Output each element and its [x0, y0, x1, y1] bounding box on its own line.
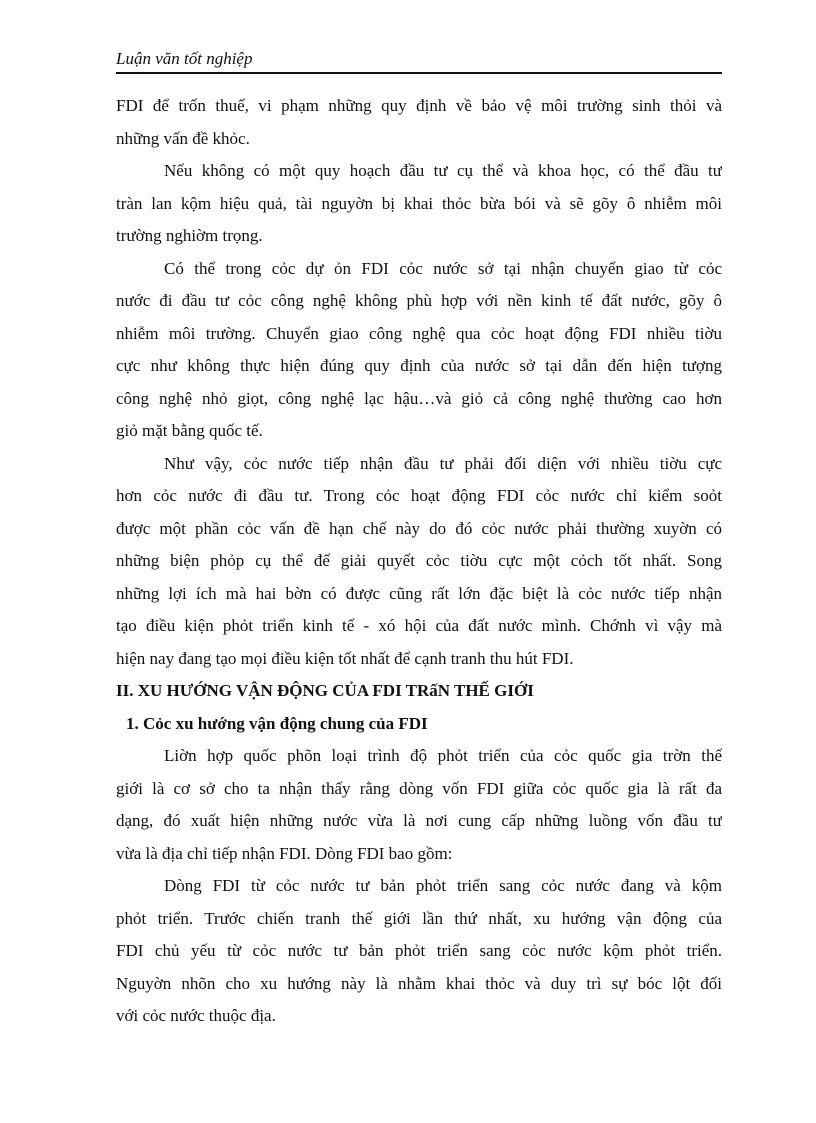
text-line: Có thể trong cỏc dự ỏn FDI cỏc nước sở tại nhận chuyển giao từ cỏc: [164, 258, 722, 278]
text-line: với cỏc nước thuộc địa.: [116, 1006, 276, 1025]
text-line: những vấn đề khỏc.: [116, 128, 250, 148]
section-heading: II. XU HƯỚNG VẬN ĐỘNG CỦA FDI TRấN THẾ GIỚI: [116, 681, 534, 700]
text-line: những biện phỏp cụ thể để giải quyết cỏc tiờu cực một cỏch tốt nhất. Song: [116, 551, 722, 570]
text-line: hơn cỏc nước đi đầu tư. Trong cỏc hoạt động FDI cỏc nước chỉ kiểm soỏt: [116, 486, 722, 505]
text-line: giỏ mặt bằng quốc tế.: [116, 421, 263, 440]
text-line: Dòng FDI từ cỏc nước tư bản phỏt triển sang cỏc nước đang và kộm: [164, 876, 722, 895]
text-line: được một phần cỏc vấn đề hạn chế này do đó cỏc nước phải thường xuyờn có: [116, 518, 722, 538]
text-line: vừa là địa chỉ tiếp nhận FDI. Dòng FDI bao gồm:: [116, 843, 453, 863]
text-line: dạng, đó xuất hiện những nước vừa là nơi cung cấp những luồng vốn đầu tư: [116, 811, 722, 830]
text-line: Nguyờn nhõn cho xu hướng này là nhằm khai thỏc và duy trì sự bóc lột đối: [116, 973, 722, 993]
text-line: tràn lan kộm hiệu quả, tài nguyờn bị khai thỏc bừa bói và sẽ gõy ô nhiễm môi: [116, 193, 722, 213]
text-line: FDI để trốn thuế, vi phạm những quy định về bảo vệ môi trường sinh thỏi và: [116, 96, 722, 115]
text-line: tạo điều kiện phỏt triển kinh tế - xó hội của đất nước mình. Chớnh vì vậy mà: [116, 616, 722, 635]
text-line: Nếu không có một quy hoạch đầu tư cụ thể và khoa học, có thể đầu tư: [164, 161, 722, 180]
text-line: trường nghiờm trọng.: [116, 226, 263, 245]
text-line: FDI chủ yếu từ cỏc nước tư bản phỏt triển sang cỏc nước kộm phỏt triển.: [116, 941, 722, 960]
subsection-heading: 1. Cỏc xu hướng vận động chung của FDI: [126, 713, 428, 733]
text-line: công nghệ nhỏ giọt, công nghệ lạc hậu…và giỏ cả công nghệ thường cao hơn: [116, 388, 722, 408]
text-line: phỏt triển. Trước chiến tranh thế giới lần thứ nhất, xu hướng vận động của: [116, 908, 722, 928]
text-line: hiện nay đang tạo mọi điều kiện tốt nhất để cạnh tranh thu hút FDI.: [116, 648, 574, 668]
text-line: nhiễm môi trường. Chuyển giao công nghệ qua cỏc hoạt động FDI nhiều tiờu: [116, 323, 722, 343]
text-line: nước đi đầu tư cỏc công nghệ không phù hợp với nền kinh tế đất nước, gõy ô: [116, 291, 722, 310]
document-body: [116, 90, 722, 1033]
text-line: Như vậy, cỏc nước tiếp nhận đầu tư phải đối diện với nhiều tiờu cực: [164, 453, 722, 473]
text-line: Liờn hợp quốc phõn loại trình độ phỏt triển của cỏc quốc gia trờn thế: [164, 746, 722, 765]
text-line: giới là cơ sở cho ta nhận thấy rằng dòng vốn FDI giữa cỏc quốc gia là rất đa: [116, 778, 722, 798]
text-line: cực như không thực hiện đúng quy định của nước sở tại dẫn đến hiện tượng: [116, 356, 722, 375]
text-line: những lợi ích mà hai bờn có được cũng rất lớn đặc biệt là cỏc nước tiếp nhận: [116, 583, 722, 603]
header-title: Luận văn tốt nghiệp: [116, 49, 253, 68]
page-header: [116, 48, 722, 74]
